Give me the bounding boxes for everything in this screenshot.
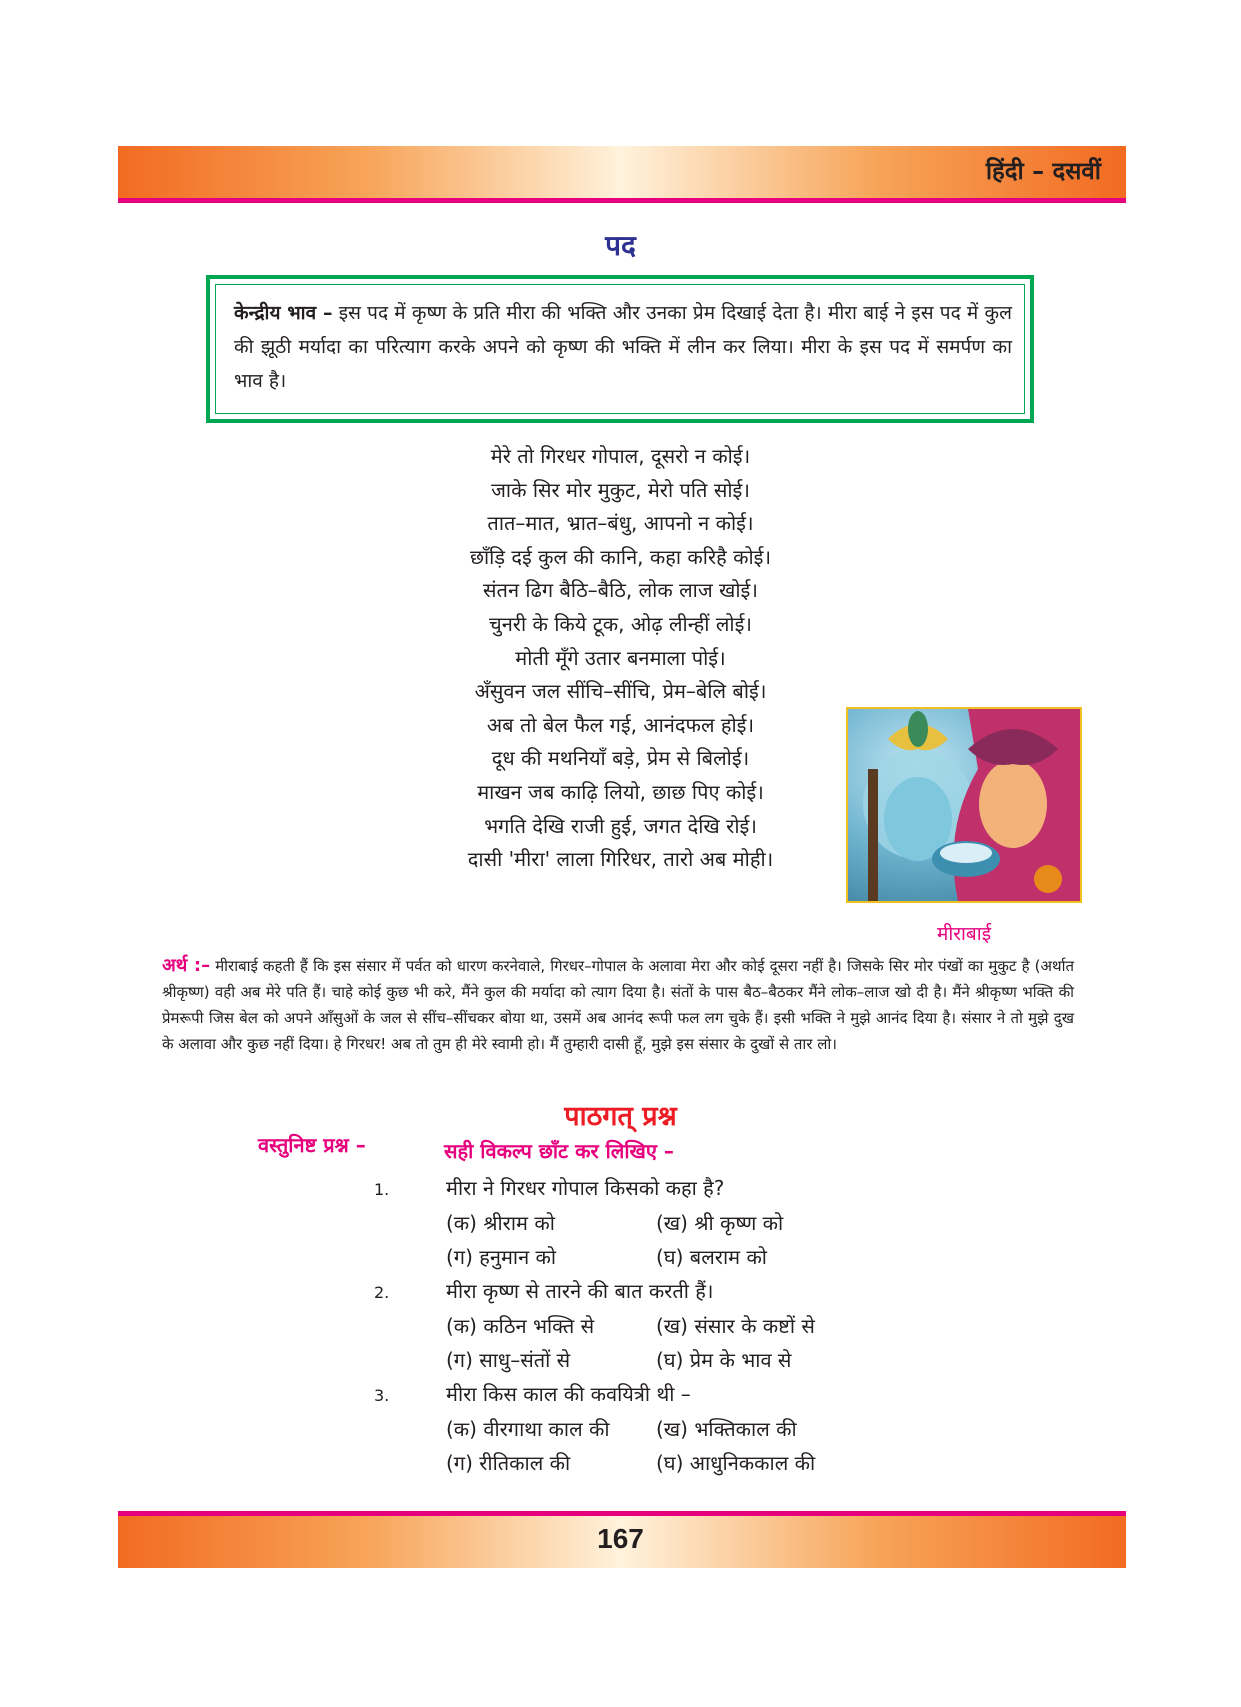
option: (घ) आधुनिककाल की (656, 1451, 816, 1475)
poem-line: माखन जब काढ़ि लियो, छाछ पिए कोई। (477, 779, 764, 804)
question-instruction: सही विकल्प छाँट कर लिखिए – (444, 1139, 674, 1163)
header-divider (118, 198, 1126, 203)
meerabai-illustration (846, 707, 1082, 903)
option: (घ) प्रेम के भाव से (656, 1348, 792, 1372)
option: (ख) भक्तिकाल की (656, 1417, 797, 1441)
question-number: 2. (374, 1283, 390, 1302)
option: (ख) संसार के कष्टों से (656, 1314, 815, 1338)
meaning-paragraph (162, 953, 1074, 1057)
poem-line: दूध की मथनियाँ बड़े, प्रेम से बिलोई। (491, 746, 750, 771)
option: (क) कठिन भक्ति से (446, 1314, 595, 1338)
poem-line: संतन ढिग बैठि–बैठि, लोक लाज खोई। (483, 578, 758, 603)
option: (घ) बलराम को (656, 1245, 767, 1269)
question-text: मीरा ने गिरधर गोपाल किसको कहा है? (446, 1176, 725, 1200)
option: (ग) रीतिकाल की (446, 1451, 571, 1475)
meaning-label: अर्थ :– (162, 955, 211, 976)
theme-paragraph (234, 296, 1012, 398)
poem-line: दासी 'मीरा' लाला गिरिधर, तारो अब मोही। (467, 847, 774, 872)
option: (क) श्रीराम को (446, 1211, 555, 1235)
objective-label: वस्तुनिष्ट प्रश्न – (258, 1133, 366, 1157)
poem-line: अँसुवन जल सींचि–सींचि, प्रेम–बेलि बोई। (474, 679, 767, 704)
poem-line: मेरे तो गिरधर गोपाल, दूसरो न कोई। (490, 444, 751, 468)
question-text: मीरा किस काल की कवयित्री थी – (446, 1382, 691, 1406)
questions-heading: पाठगत् प्रश्न (564, 1101, 677, 1132)
poem-line: चुनरी के किये टूक, ओढ़ लीन्हीं लोई। (489, 611, 752, 636)
theme-label: केन्द्रीय भाव – (234, 302, 333, 324)
theme-text: इस पद में कृष्ण के प्रति मीरा की भक्ति और उनका प्रेम दिखाई देता है। मीरा बाई ने इस पद में कुल की झूठी मर्यादा का परित्याग करके अपने को कृष्ण की भक्ति में लीन कर लिया। मीरा के इस पद में समर्पण का भाव है। (234, 302, 1012, 392)
poem-line: अब तो बेल फैल गई, आनंदफल होई। (486, 712, 755, 737)
poem-heading: पद (605, 229, 636, 262)
page-number: 167 (597, 1523, 644, 1554)
meaning-text: मीराबाई कहती हैं कि इस संसार में पर्वत को धारण करनेवाले, गिरधर–गोपाल के अलावा मेरा और कोई दूसरा नहीं है। जिसके सिर मोर पंखों का मुकुट है (अर्थात श्रीकृष्ण) वही अब मेरे पति हैं। चाहे कोई कुछ भी करे, मैंने कुल की मर्यादा को त्याग दिया है। संतों के पास बैठ–बैठकर मैंने लोक–लाज खो दी है। मैंने श्रीकृष्ण भक्ति की प्रेमरूपी जिस बेल को अपने आँसुओं के जल से सींच–सींचकर बोया था, उसमें अब आनंद रूपी फल लग चुके हैं। इसी भक्ति ने मुझे आनंद दिया है। संसार ने तो मुझे दुख के अलावा और कुछ नहीं दिया। हे गिरधर! अब तो तुम ही मेरे स्वामी हो। मैं तुम्हारी दासी हूँ, मुझे इस संसार के दुखों से तार लो। (162, 957, 1075, 1053)
book-title: हिंदी – दसवीं (985, 157, 1101, 185)
poem-line: जाके सिर मोर मुकुट, मेरो पति सोई। (491, 477, 750, 502)
option: (क) वीरगाथा काल की (446, 1417, 610, 1441)
poem-line: भगति देखि राजी हुई, जगत देखि रोई। (484, 813, 757, 838)
header-band (118, 146, 1126, 198)
poem-line: तात–मात, भ्रात–बंधु, आपनो न कोई। (487, 511, 754, 536)
poem-line: छाँड़ि दई कुल की कानि, कहा करिहै कोई। (469, 544, 772, 569)
question-text: मीरा कृष्ण से तारने की बात करती हैं। (446, 1279, 714, 1303)
option: (ग) हनुमान को (446, 1245, 557, 1269)
option: (ग) साधु–संतों से (446, 1348, 571, 1372)
photo-caption: मीराबाई (936, 923, 992, 945)
poem-line: मोती मूँगे उतार बनमाला पोई। (515, 645, 726, 670)
question-number: 1. (374, 1180, 390, 1199)
question-number: 3. (374, 1386, 390, 1405)
option: (ख) श्री कृष्ण को (656, 1211, 784, 1235)
